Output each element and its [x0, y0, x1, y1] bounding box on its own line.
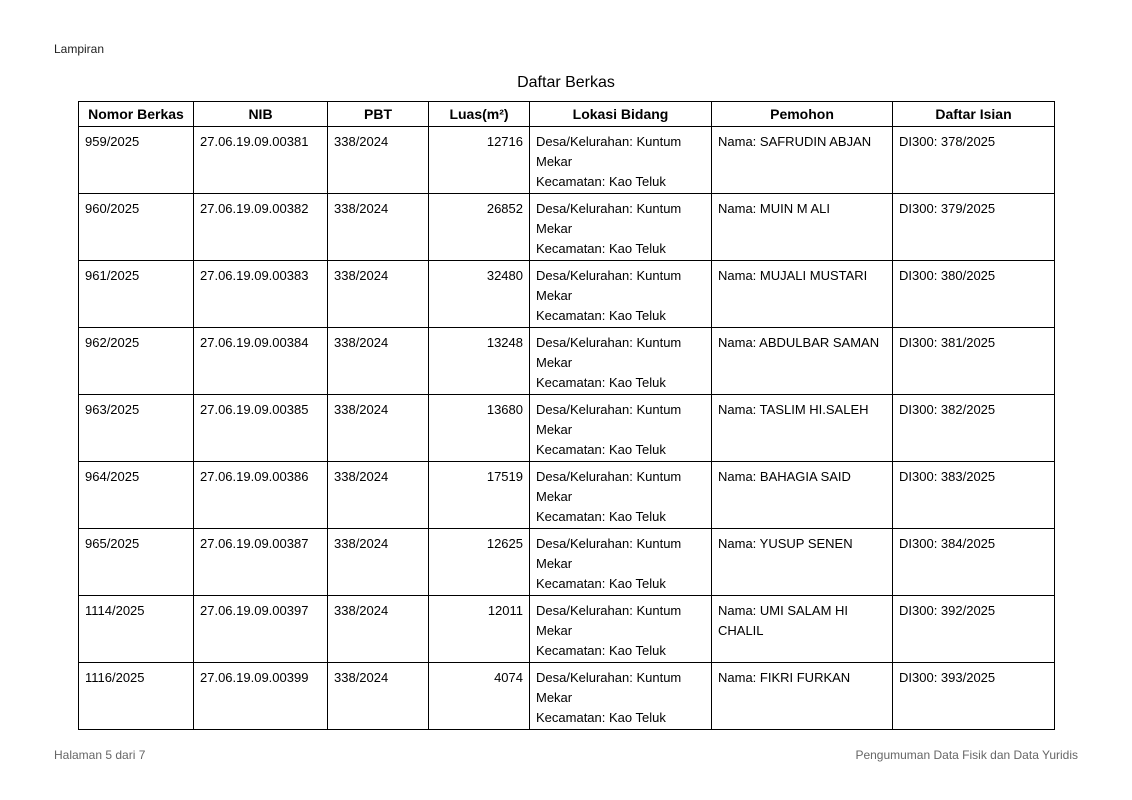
cell-daftar-isian: DI300: 383/2025	[893, 462, 1055, 529]
table-row	[79, 462, 1055, 529]
cell-pbt: 338/2024	[328, 261, 429, 328]
lokasi-kecamatan: Kecamatan: Kao Teluk	[536, 509, 666, 524]
cell-nib: 27.06.19.09.00382	[194, 194, 328, 261]
attachment-label: Lampiran	[54, 42, 105, 56]
lokasi-kecamatan: Kecamatan: Kao Teluk	[536, 174, 666, 189]
cell-daftar-isian: DI300: 382/2025	[893, 395, 1055, 462]
cell-nib: 27.06.19.09.00383	[194, 261, 328, 328]
lokasi-desa: Desa/Kelurahan: Kuntum Mekar	[536, 469, 682, 504]
cell-luas: 12625	[429, 529, 530, 596]
cell-pbt: 338/2024	[328, 127, 429, 194]
cell-pbt: 338/2024	[328, 663, 429, 730]
cell-daftar-isian: DI300: 393/2025	[893, 663, 1055, 730]
cell-daftar-isian: DI300: 379/2025	[893, 194, 1055, 261]
cell-pemohon: Nama: TASLIM HI.SALEH	[712, 395, 893, 462]
cell-lokasi-bidang	[530, 529, 712, 596]
lokasi-kecamatan: Kecamatan: Kao Teluk	[536, 576, 666, 591]
lokasi-kecamatan: Kecamatan: Kao Teluk	[536, 643, 666, 658]
column-header-lokasi-bidang: Lokasi Bidang	[530, 102, 712, 127]
cell-luas: 12011	[429, 596, 530, 663]
cell-daftar-isian: DI300: 378/2025	[893, 127, 1055, 194]
lokasi-kecamatan: Kecamatan: Kao Teluk	[536, 375, 666, 390]
table-row	[79, 328, 1055, 395]
cell-pemohon: Nama: UMI SALAM HI CHALIL	[712, 596, 893, 663]
cell-pbt: 338/2024	[328, 194, 429, 261]
cell-nomor-berkas: 963/2025	[79, 395, 194, 462]
cell-pemohon: Nama: BAHAGIA SAID	[712, 462, 893, 529]
cell-daftar-isian: DI300: 392/2025	[893, 596, 1055, 663]
column-header-luas: Luas(m²)	[429, 102, 530, 127]
cell-lokasi-bidang	[530, 194, 712, 261]
cell-nomor-berkas: 1114/2025	[79, 596, 194, 663]
column-header-pemohon: Pemohon	[712, 102, 893, 127]
cell-nomor-berkas: 959/2025	[79, 127, 194, 194]
lokasi-kecamatan: Kecamatan: Kao Teluk	[536, 442, 666, 457]
document-name: Pengumuman Data Fisik dan Data Yuridis	[855, 748, 1078, 762]
cell-luas: 13680	[429, 395, 530, 462]
lokasi-desa: Desa/Kelurahan: Kuntum Mekar	[536, 335, 682, 370]
lokasi-desa: Desa/Kelurahan: Kuntum Mekar	[536, 670, 682, 705]
lokasi-kecamatan: Kecamatan: Kao Teluk	[536, 241, 666, 256]
cell-pemohon: Nama: ABDULBAR SAMAN	[712, 328, 893, 395]
cell-pbt: 338/2024	[328, 462, 429, 529]
cell-pemohon: Nama: MUIN M ALI	[712, 194, 893, 261]
cell-nib: 27.06.19.09.00387	[194, 529, 328, 596]
cell-nib: 27.06.19.09.00386	[194, 462, 328, 529]
table-header-row	[79, 102, 1055, 127]
lokasi-desa: Desa/Kelurahan: Kuntum Mekar	[536, 134, 682, 169]
column-header-nib: NIB	[194, 102, 328, 127]
column-header-daftar-isian: Daftar Isian	[893, 102, 1055, 127]
cell-luas: 26852	[429, 194, 530, 261]
cell-lokasi-bidang	[530, 261, 712, 328]
cell-nomor-berkas: 1116/2025	[79, 663, 194, 730]
cell-luas: 4074	[429, 663, 530, 730]
cell-luas: 12716	[429, 127, 530, 194]
cell-nomor-berkas: 965/2025	[79, 529, 194, 596]
cell-luas: 32480	[429, 261, 530, 328]
page-title: Daftar Berkas	[517, 74, 615, 91]
cell-lokasi-bidang	[530, 596, 712, 663]
cell-luas: 17519	[429, 462, 530, 529]
cell-lokasi-bidang	[530, 328, 712, 395]
table-row	[79, 529, 1055, 596]
cell-nib: 27.06.19.09.00385	[194, 395, 328, 462]
table-row	[79, 596, 1055, 663]
table-row	[79, 395, 1055, 462]
cell-pbt: 338/2024	[328, 529, 429, 596]
lokasi-desa: Desa/Kelurahan: Kuntum Mekar	[536, 536, 682, 571]
lokasi-desa: Desa/Kelurahan: Kuntum Mekar	[536, 603, 682, 638]
cell-nib: 27.06.19.09.00399	[194, 663, 328, 730]
lokasi-kecamatan: Kecamatan: Kao Teluk	[536, 710, 666, 725]
cell-daftar-isian: DI300: 380/2025	[893, 261, 1055, 328]
cell-pbt: 338/2024	[328, 328, 429, 395]
cell-nib: 27.06.19.09.00381	[194, 127, 328, 194]
cell-luas: 13248	[429, 328, 530, 395]
page-number: Halaman 5 dari 7	[54, 748, 146, 762]
cell-lokasi-bidang	[530, 127, 712, 194]
lokasi-desa: Desa/Kelurahan: Kuntum Mekar	[536, 201, 682, 236]
cell-pbt: 338/2024	[328, 395, 429, 462]
cell-lokasi-bidang	[530, 663, 712, 730]
cell-lokasi-bidang	[530, 395, 712, 462]
cell-nomor-berkas: 961/2025	[79, 261, 194, 328]
cell-nib: 27.06.19.09.00384	[194, 328, 328, 395]
cell-nib: 27.06.19.09.00397	[194, 596, 328, 663]
column-header-pbt: PBT	[328, 102, 429, 127]
lokasi-desa: Desa/Kelurahan: Kuntum Mekar	[536, 268, 682, 303]
cell-pbt: 338/2024	[328, 596, 429, 663]
cell-pemohon: Nama: FIKRI FURKAN	[712, 663, 893, 730]
cell-nomor-berkas: 960/2025	[79, 194, 194, 261]
lokasi-kecamatan: Kecamatan: Kao Teluk	[536, 308, 666, 323]
cell-daftar-isian: DI300: 384/2025	[893, 529, 1055, 596]
lokasi-desa: Desa/Kelurahan: Kuntum Mekar	[536, 402, 682, 437]
cell-nomor-berkas: 962/2025	[79, 328, 194, 395]
cell-nomor-berkas: 964/2025	[79, 462, 194, 529]
berkas-table	[78, 101, 1055, 730]
table-row	[79, 663, 1055, 730]
cell-pemohon: Nama: SAFRUDIN ABJAN	[712, 127, 893, 194]
cell-pemohon: Nama: MUJALI MUSTARI	[712, 261, 893, 328]
table-row	[79, 127, 1055, 194]
cell-pemohon: Nama: YUSUP SENEN	[712, 529, 893, 596]
table-row	[79, 194, 1055, 261]
cell-lokasi-bidang	[530, 462, 712, 529]
column-header-nomor-berkas: Nomor Berkas	[79, 102, 194, 127]
cell-daftar-isian: DI300: 381/2025	[893, 328, 1055, 395]
table-row	[79, 261, 1055, 328]
